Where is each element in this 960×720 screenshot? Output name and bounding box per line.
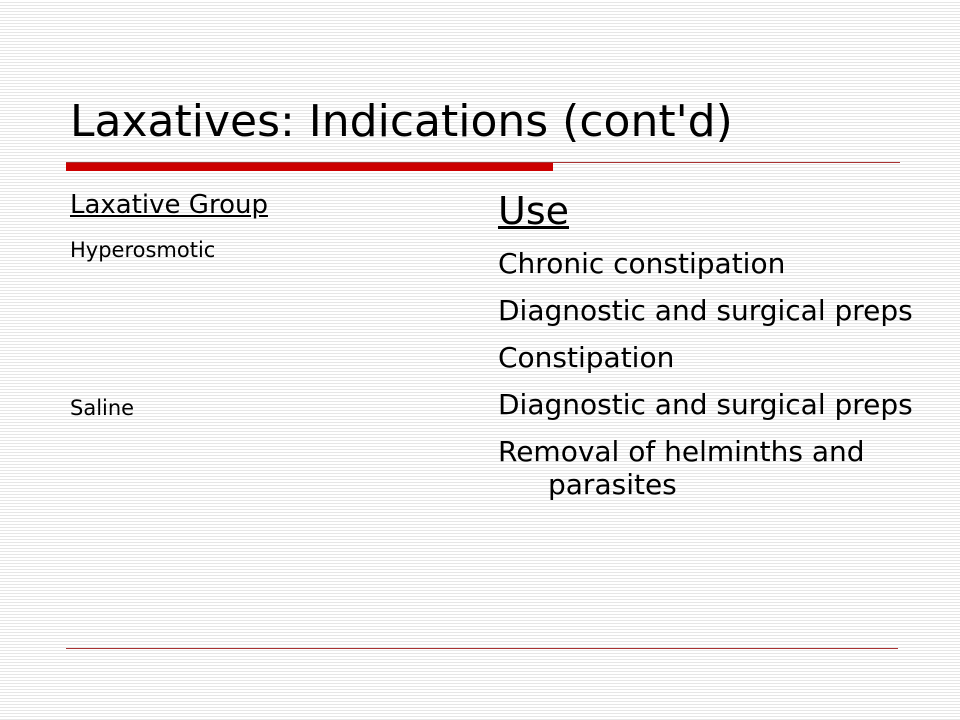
use-list	[498, 247, 918, 501]
use-item: Chronic constipation	[498, 247, 786, 280]
use-item: Diagnostic and surgical preps	[498, 294, 913, 327]
use-item: Constipation	[498, 341, 675, 374]
use-item: Diagnostic and surgical preps	[498, 388, 913, 421]
laxative-group-column	[70, 187, 450, 420]
group-saline: Saline	[70, 396, 135, 420]
footer-rule	[66, 648, 898, 649]
laxative-group-header: Laxative Group	[70, 190, 268, 220]
title-accent-bar	[66, 163, 553, 171]
slide-title: Laxatives: Indications (cont'd)	[70, 96, 733, 147]
group-hyperosmotic: Hyperosmotic	[70, 238, 216, 262]
use-header: Use	[498, 189, 569, 233]
use-item: Removal of helminths and parasites	[498, 435, 865, 501]
use-column	[498, 185, 918, 515]
